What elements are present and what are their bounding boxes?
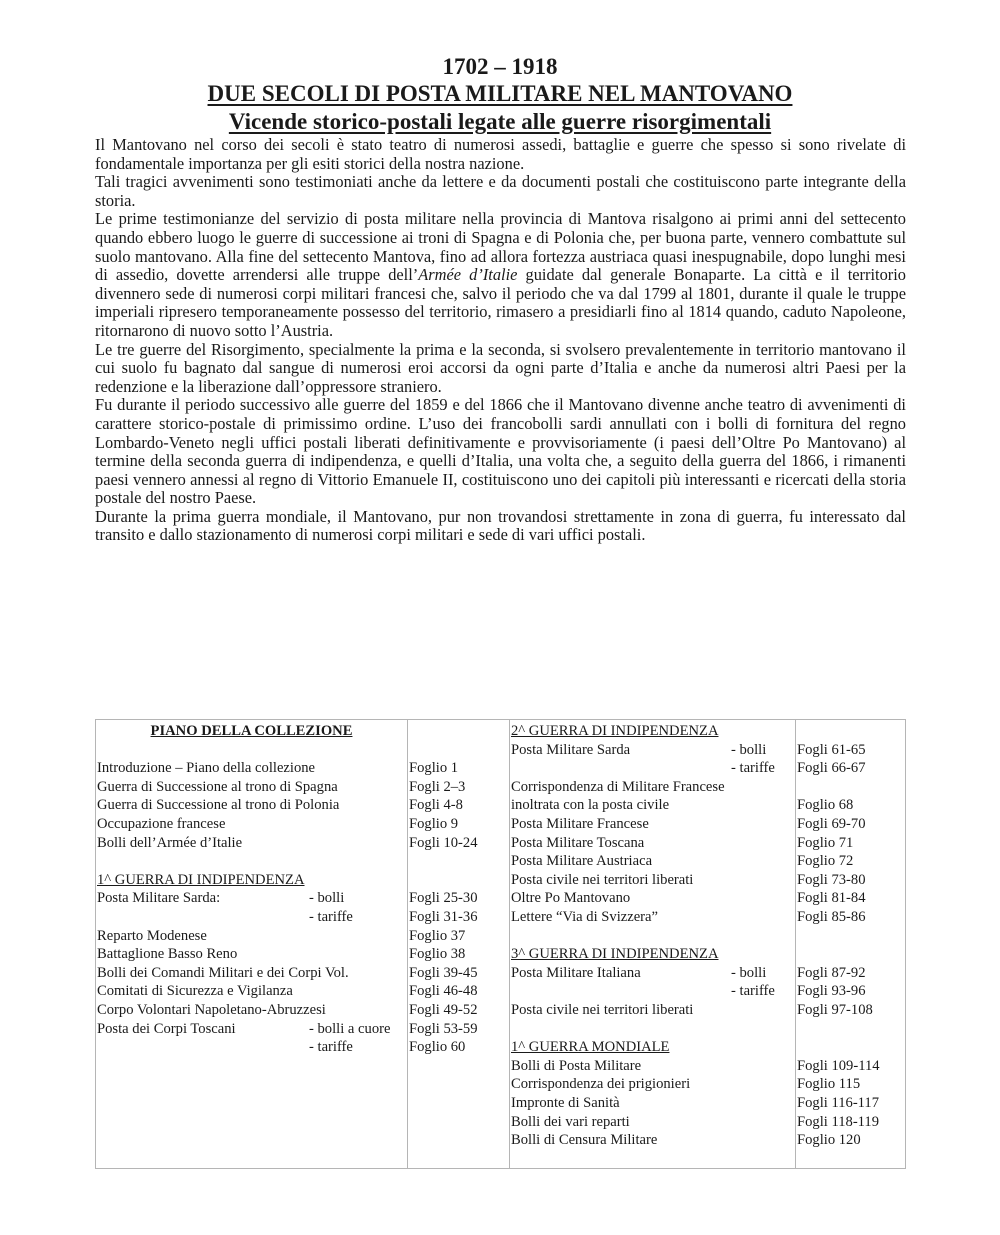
armee-italie-italic: Armée d’Italie [418,265,518,285]
section-heading: 3^ GUERRA DI INDIPENDENZA [511,946,719,963]
paragraph-5: Fu durante il periodo successivo alle guerre del 1859 e del 1866 che il Mantovano divenne anche teatro di avvenimenti di carattere storico-postale di primissimo ordine. L’uso dei francobolli sardi annullati con i bolli di fornitura del regno Lombardo-Veneto negli uffici postali liberati definitivamente e provvisoriamente (i paesi dell’Oltre Po Mantovano) al termine della seconda guerra di indipendenza, e quelli d’Italia, una volta che, a seguito della guerra del 1866, i rimanenti paesi vennero annessi al regno di Vittorio Emanuele II, costituiscono uno dei capitoli più interessanti e ricercati della storia postale del nostro Paese. [95,395,906,508]
plan-item-label: Corrispondenza di Militare Francese [511,778,725,795]
plan-item-label: Corpo Volontari Napoletano-Abruzzesi [97,1002,326,1018]
plan-item-label: Introduzione – Piano della collezione [97,760,316,777]
plan-item-folio: Foglio 68 [797,797,854,814]
page-title: DUE SECOLI DI POSTA MILITARE NEL MANTOVANO [207,81,793,106]
plan-item-label: Battaglione Basso Reno [97,946,238,963]
plan-item-folio: Fogli 49-52 [409,1002,478,1018]
plan-item-label: Posta civile nei territori liberati [511,1002,694,1018]
plan-item-folio: Fogli 4-8 [409,797,463,814]
paragraph-3-part-b: guidate dal generale Bonaparte. La città e il territorio divennero sede di numerosi corpi militari francesi che, salvo il periodo che va dal 1799 al 1801, durante il quale le truppe imperiali ripresero temporaneamente possesso del territorio, rimasero a presidiarli fino al 1814 quando, caduto Napoleone, ritornarono di nuovo sotto l’Austria. [95,265,906,340]
plan-item-folio: Fogli 93-96 [797,983,866,1000]
plan-item-subtype: - tariffe [731,760,775,777]
plan-item-folio: Fogli 31-36 [409,909,478,925]
plan-item-subtype: - bolli [731,741,767,758]
plan-item-folio: Foglio 1 [409,760,459,777]
section-heading: 2^ GUERRA DI INDIPENDENZA [511,723,719,739]
title-years: 1702 – 1918 [442,54,558,79]
plan-item-label: Posta Militare Sarda: [97,890,221,907]
plan-item-label: Guerra di Successione al trono di Spagna [97,778,338,795]
plan-item-label: Posta Militare Francese [511,816,649,832]
plan-item-label: Bolli di Posta Militare [511,1057,642,1074]
plan-item-subtype: - bolli [731,964,767,981]
plan-item-folio: Foglio 60 [409,1039,466,1056]
plan-item-subtype: - tariffe [309,909,353,925]
plan-item-label: Lettere “Via di Svizzera” [511,909,658,925]
table-divider [795,720,796,1168]
plan-item-label: Impronte di Sanità [511,1095,620,1111]
plan-item-label: inoltrata con la posta civile [511,797,670,814]
plan-item-label: Oltre Po Mantovano [511,890,631,907]
section-heading: 1^ GUERRA MONDIALE [511,1039,670,1056]
plan-item-folio: Fogli 10-24 [409,834,478,851]
plan-item-folio: Foglio 120 [797,1132,861,1149]
table-divider [407,720,408,1168]
plan-item-label: Bolli dell’Armée d’Italie [97,834,243,851]
table-divider [509,720,510,1168]
page-subtitle: Vicende storico-postali legate alle guerre risorgimentali [228,109,772,134]
plan-item-folio: Fogli 81-84 [797,890,866,907]
plan-item-folio: Foglio 71 [797,834,854,851]
plan-item-label: Bolli dei vari reparti [511,1113,630,1130]
paragraph-3 [95,210,906,340]
plan-item-folio: Fogli 46-48 [409,983,478,1000]
plan-item-folio: Foglio 115 [797,1076,861,1093]
plan-item-folio: Fogli 66-67 [797,760,866,777]
plan-item-folio: Fogli 118-119 [797,1113,880,1130]
plan-item-folio: Fogli 87-92 [797,964,866,981]
plan-item-folio: Foglio 72 [797,853,854,870]
plan-item-subtype: - tariffe [309,1039,353,1056]
plan-item-label: Reparto Modenese [97,927,207,944]
paragraph-2: Tali tragici avvenimenti sono testimoniati anche da lettere e da documenti postali che costituiscono parte integrante della storia. [95,172,906,210]
plan-item-label: Posta dei Corpi Toscani [97,1020,236,1037]
plan-item-label: Posta Militare Italiana [511,964,641,981]
plan-item-folio: Fogli 69-70 [797,816,866,832]
section-heading: 1^ GUERRA DI INDIPENDENZA [97,871,305,888]
plan-item-folio: Fogli 73-80 [797,871,866,888]
paragraph-1: Il Mantovano nel corso dei secoli è stato teatro di numerosi assedi, battaglie e guerre che spesso si sono rivelate di fondamentale importanza per gli esiti storici della nostra nazione. [95,135,906,173]
body-text [95,136,906,545]
plan-item-folio: Foglio 38 [409,946,466,963]
plan-item-folio: Fogli 39-45 [409,964,478,981]
plan-item-label: Corrispondenza dei prigionieri [511,1076,691,1093]
plan-item-subtype: - tariffe [731,983,775,1000]
plan-item-folio: Fogli 116-117 [797,1095,880,1111]
plan-item-label: Comitati di Sicurezza e Vigilanza [97,983,293,1000]
plan-heading: PIANO DELLA COLLEZIONE [150,723,353,739]
plan-item-label: Occupazione francese [97,816,226,832]
paragraph-4: Le tre guerre del Risorgimento, specialmente la prima e la seconda, si svolsero prevalentemente in territorio mantovano il cui suolo fu bagnato dal sangue di numerosi eroi accorsi da ogni parte d’Italia e anche da numerosi altri Paesi per la redenzione e la liberazione dall’oppressore straniero. [95,339,906,396]
plan-item-folio: Foglio 9 [409,816,459,832]
plan-item-label: Bolli di Censura Militare [511,1132,658,1149]
plan-item-folio: Fogli 2–3 [409,778,466,795]
plan-item-folio: Fogli 25-30 [409,890,478,907]
plan-item-subtype: - bolli a cuore [309,1020,391,1037]
plan-item-label: Posta civile nei territori liberati [511,871,694,888]
plan-item-folio: Fogli 85-86 [797,909,866,925]
collection-plan-table [95,719,906,1169]
paragraph-3-part-a: Le prime testimonianze del servizio di posta militare nella provincia di Mantova risalgono ai primi anni del settecento quando ebbero luogo le guerre di successione ai troni di Spagna e di Polonia che, per buona parte, vennero combattute sul suolo mantovano. Alla fine del settecento Mantova, fino ad allora fortezza austriaca quasi inespugnabile, dopo lunghi mesi di assedio, dovette arrendersi alle truppe dell’ [95,209,906,285]
paragraph-6: Durante la prima guerra mondiale, il Mantovano, pur non trovandosi strettamente in zona di guerra, fu interessato dal transito e dallo stazionamento di numerosi corpi militari e sede di vari uffici postali. [95,506,906,545]
plan-item-folio: Fogli 109-114 [797,1057,880,1074]
plan-item-folio: Fogli 97-108 [797,1002,873,1018]
plan-item-folio: Foglio 37 [409,927,466,944]
plan-item-subtype: - bolli [309,890,345,907]
plan-item-folio: Fogli 53-59 [409,1020,478,1037]
plan-item-label: Posta Militare Austriaca [511,853,653,870]
plan-item-label: Bolli dei Comandi Militari e dei Corpi Vol. [97,964,349,981]
plan-item-folio: Fogli 61-65 [797,741,866,758]
plan-item-label: Posta Militare Sarda [511,741,631,758]
plan-item-label: Guerra di Successione al trono di Polonia [97,797,340,814]
plan-item-label: Posta Militare Toscana [511,834,645,851]
